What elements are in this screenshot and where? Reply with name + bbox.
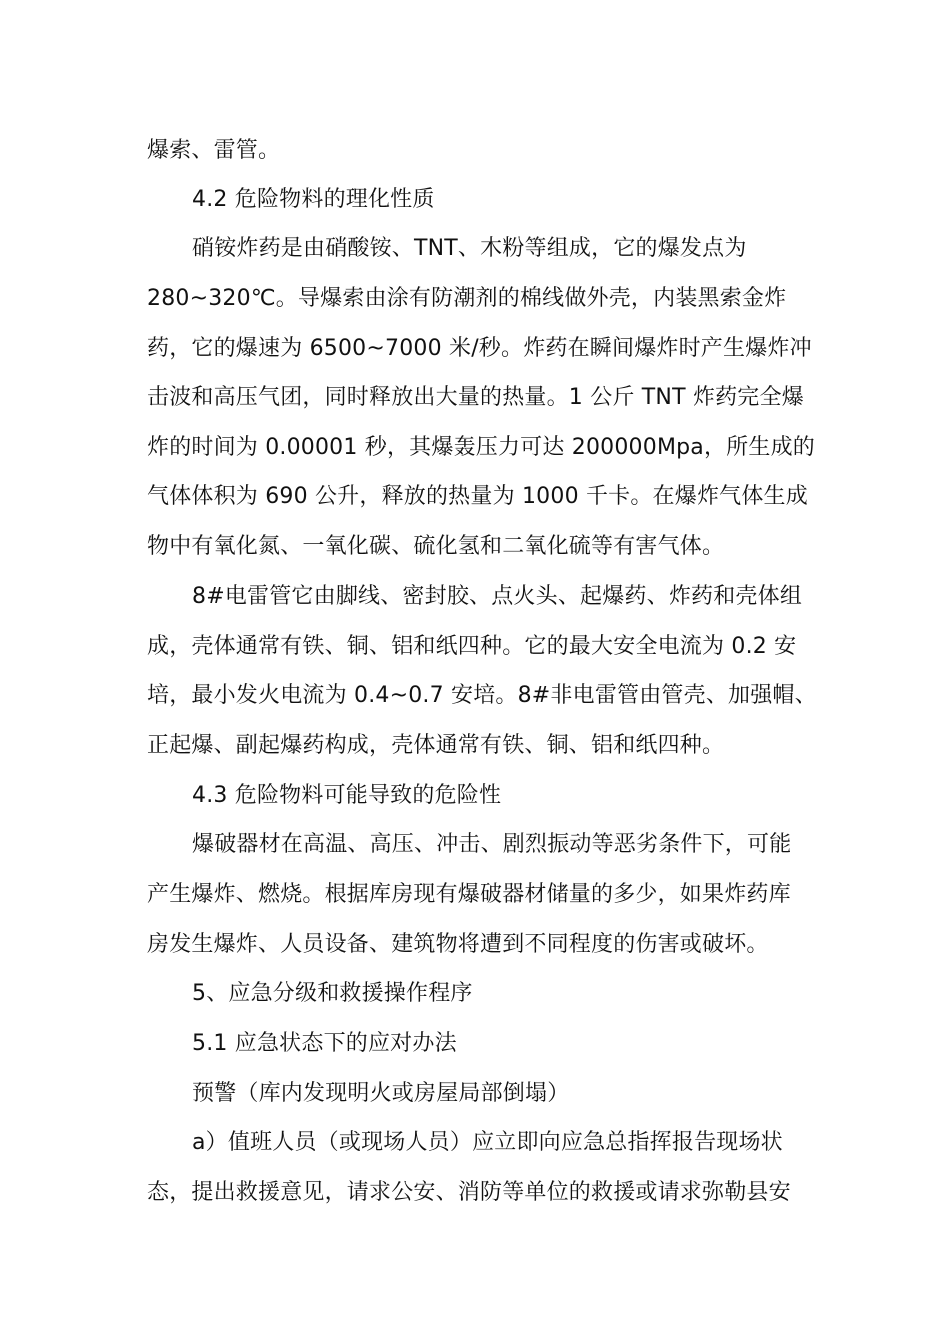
text-line: 培，最小发火电流为 0.4~0.7 安培。8#非电雷管由管壳、加强帽、 bbox=[147, 683, 817, 708]
text-line: 爆索、雷管。 bbox=[147, 138, 281, 163]
text-line: 预警（库内发现明火或房屋局部倒塌） bbox=[192, 1081, 570, 1106]
section-heading-5: 5、应急分级和救援操作程序 bbox=[192, 981, 473, 1006]
text-line: 280~320℃。导爆索由涂有防潮剂的棉线做外壳，内装黑索金炸 bbox=[147, 286, 787, 311]
section-heading-4-3: 4.3 危险物料可能导致的危险性 bbox=[192, 783, 502, 808]
text-line: 成，壳体通常有铁、铜、铝和纸四种。它的最大安全电流为 0.2 安 bbox=[147, 634, 797, 659]
section-heading-5-1: 5.1 应急状态下的应对办法 bbox=[192, 1031, 457, 1056]
text-line: 药，它的爆速为 6500~7000 米/秒。炸药在瞬间爆炸时产生爆炸冲 bbox=[147, 336, 812, 361]
text-line: a）值班人员（或现场人员）应立即向应急总指挥报告现场状 bbox=[192, 1130, 783, 1155]
text-line: 态，提出救援意见，请求公安、消防等单位的救援或请求弥勒县安 bbox=[147, 1180, 791, 1205]
text-line: 房发生爆炸、人员设备、建筑物将遭到不同程度的伤害或破坏。 bbox=[147, 932, 769, 957]
section-heading-4-2: 4.2 危险物料的理化性质 bbox=[192, 187, 435, 212]
text-line: 物中有氧化氮、一氧化碳、硫化氢和二氧化硫等有害气体。 bbox=[147, 534, 725, 559]
text-line: 8#电雷管它由脚线、密封胶、点火头、起爆药、炸药和壳体组 bbox=[192, 584, 803, 609]
text-line: 正起爆、副起爆药构成，壳体通常有铁、铜、铝和纸四种。 bbox=[147, 733, 725, 758]
text-line: 硝铵炸药是由硝酸铵、TNT、木粉等组成，它的爆发点为 bbox=[192, 236, 747, 261]
text-line: 击波和高压气团，同时释放出大量的热量。1 公斤 TNT 炸药完全爆 bbox=[147, 385, 804, 410]
text-line: 气体体积为 690 公升，释放的热量为 1000 千卡。在爆炸气体生成 bbox=[147, 484, 808, 509]
text-line: 炸的时间为 0.00001 秒，其爆轰压力可达 200000Mpa，所生成的 bbox=[147, 435, 815, 460]
text-line: 产生爆炸、燃烧。根据库房现有爆破器材储量的多少，如果炸药库 bbox=[147, 882, 791, 907]
text-line: 爆破器材在高温、高压、冲击、剧烈振动等恶劣条件下，可能 bbox=[192, 832, 792, 857]
